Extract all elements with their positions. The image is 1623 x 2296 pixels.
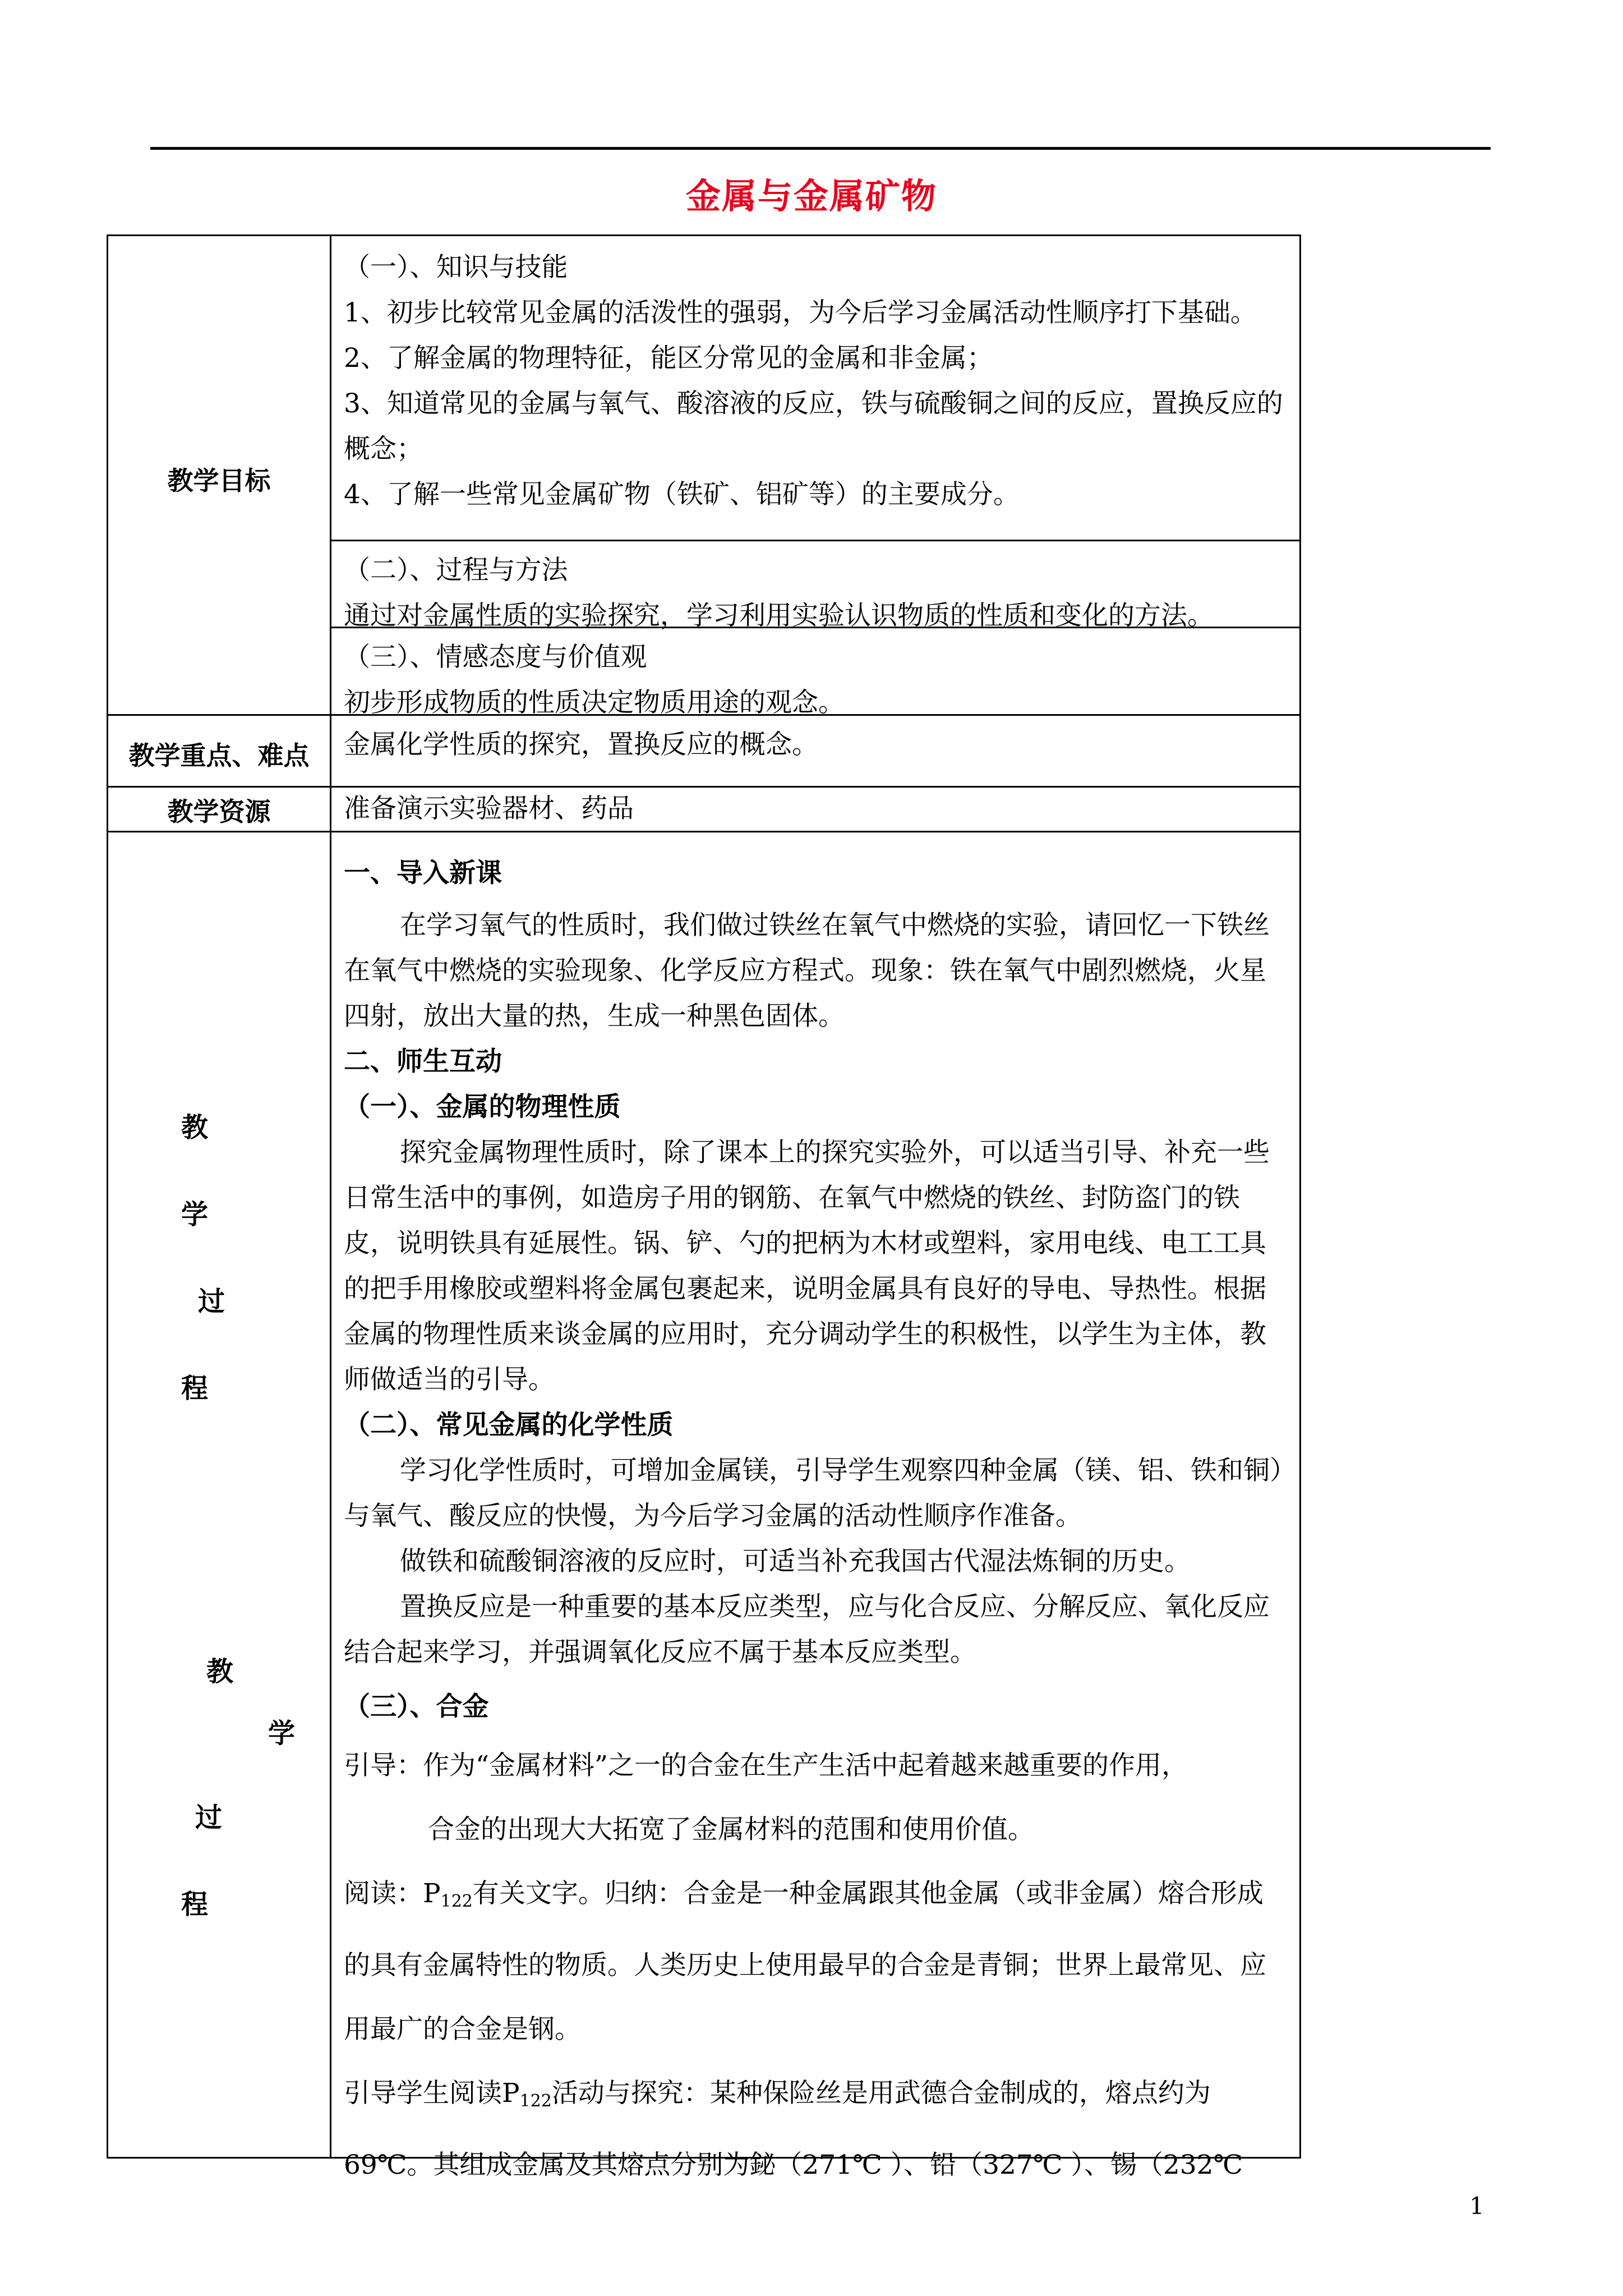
lesson-plan-table: [107, 234, 1301, 2180]
paragraph: [344, 2062, 1285, 2197]
goals-item: 通过对金属性质的实验探究，学习利用实验认识物质的性质和变化的方法。: [344, 600, 1214, 631]
paragraph: 在学习氧气的性质时，我们做过铁丝在氧气中燃烧的实验，请回忆一下铁丝在氧气中燃烧的实验现象、化学反应方程式。现象：铁在氧气中剧烈燃烧，火星四射，放出大量的热，生成一种黑色固体。: [344, 910, 1270, 1032]
section-heading: 二、师生互动: [344, 1046, 502, 1077]
section-heading: 一、导入新课: [344, 858, 502, 889]
goals-item: 1、初步比较常见金属的活泼性的强弱，为今后学习金属活动性顺序打下基础。: [344, 297, 1257, 328]
process-label-char: 教: [181, 1112, 209, 1143]
process-label-char: 过: [198, 1286, 225, 1317]
resources-text: 准备演示实验器材、药品: [344, 793, 634, 824]
process-label-char: 程: [181, 1373, 209, 1404]
paragraph: 置换反应是一种重要的基本反应类型，应与化合反应、分解反应、氧化反应结合起来学习，并强调氧化反应不属于基本反应类型。: [344, 1591, 1270, 1668]
subsection-heading: （一）、金属的物理性质: [344, 1092, 621, 1122]
text-run: 阅读：P: [344, 1878, 441, 1909]
row-divider: [330, 540, 1299, 541]
column-divider: [330, 236, 331, 2157]
row-label-goals: 教学目标: [167, 466, 271, 496]
page-number: 1: [1469, 2192, 1484, 2220]
paragraph: 引导：作为“金属材料”之一的合金在生产生活中起着越来越重要的作用，: [344, 1750, 1188, 1781]
subsection-heading: （三）、合金: [344, 1691, 489, 1722]
process-content: [344, 850, 1285, 2197]
process-label-char: 过: [195, 1802, 223, 1833]
goals-item: 4、了解一些常见金属矿物（铁矿、铝矿等）的主要成分。: [344, 479, 1020, 510]
goals-item: 初步形成物质的性质决定物质用途的观念。: [344, 687, 845, 718]
process-label-char: 学: [268, 1718, 296, 1749]
header-rule: [150, 147, 1491, 150]
goals-item: 3、知道常见的金属与氧气、酸溶液的反应，铁与硫酸铜之间的反应，置换反应的概念；: [344, 388, 1283, 464]
process-label-char: 程: [181, 1889, 209, 1920]
paragraph: 合金的出现大大拓宽了金属材料的范围和使用价值。: [428, 1814, 1034, 1845]
goals-heading: （二）、过程与方法: [344, 555, 568, 586]
goals-process-methods: [344, 547, 1285, 638]
paragraph: 学习化学性质时，可增加金属镁，引导学生观察四种金属（镁、铝、铁和铜）与氧气、酸反应的快慢，为今后学习金属的活动性顺序作准备。: [344, 1455, 1283, 1531]
text-run: 有关文字。归纳：合金是一种金属跟其他金属（或非金属）熔合形成的具有金属特性的物质。人类历史上使用最早的合金是青铜；世界上最常见、应用最广的合金是钢。: [344, 1878, 1266, 2045]
alloy-section: [344, 1734, 1285, 2197]
text-run: 引导学生阅读P: [344, 2078, 520, 2109]
subsection-heading: （二）、常见金属的化学性质: [344, 1410, 674, 1441]
row-label-key-points: 教学重点、难点: [128, 740, 310, 771]
paragraph: [344, 1862, 1285, 2062]
row-label-resources: 教学资源: [167, 797, 271, 827]
goals-knowledge-skills: [344, 245, 1285, 517]
subscript: 122: [519, 2091, 552, 2111]
goals-heading: （三）、情感态度与价值观: [344, 642, 647, 673]
text-run: 活动与探究：某种保险丝是用武德合金制成的，熔点约为69℃。其组成金属及其熔点分别为鉍（271℃ ）、铅（327℃ ）、锡（232℃: [344, 2078, 1243, 2180]
goals-attitudes-values: [344, 634, 1285, 725]
key-points-text: 金属化学性质的探究，置换反应的概念。: [344, 729, 818, 760]
subscript: 122: [440, 1892, 473, 1911]
document-title: 金属与金属矿物: [685, 176, 937, 217]
paragraph: 做铁和硫酸铜溶液的反应时，可适当补充我国古代湿法炼铜的历史。: [400, 1546, 1191, 1577]
goals-heading: （一）、知识与技能: [344, 252, 568, 283]
paragraph: 探究金属物理性质时，除了课本上的探究实验外，可以适当引导、补充一些日常生活中的事例，如造房子用的钢筋、在氧气中燃烧的铁丝、封防盗门的铁皮，说明铁具有延展性。锅、铲、勺的把柄为木材或塑料，家用电线、电工工具的把手用橡胶或塑料将金属包裹起来，说明金属具有良好的导电、导热性。根据金属的物理性质来谈金属的应用时，充分调动学生的积极性，以学生为主体，教师做适当的引导。: [344, 1137, 1270, 1395]
process-label-char: 学: [181, 1199, 209, 1230]
process-label-char: 教: [206, 1656, 234, 1687]
goals-item: 2、了解金属的物理特征，能区分常见的金属和非金属；: [344, 343, 993, 374]
